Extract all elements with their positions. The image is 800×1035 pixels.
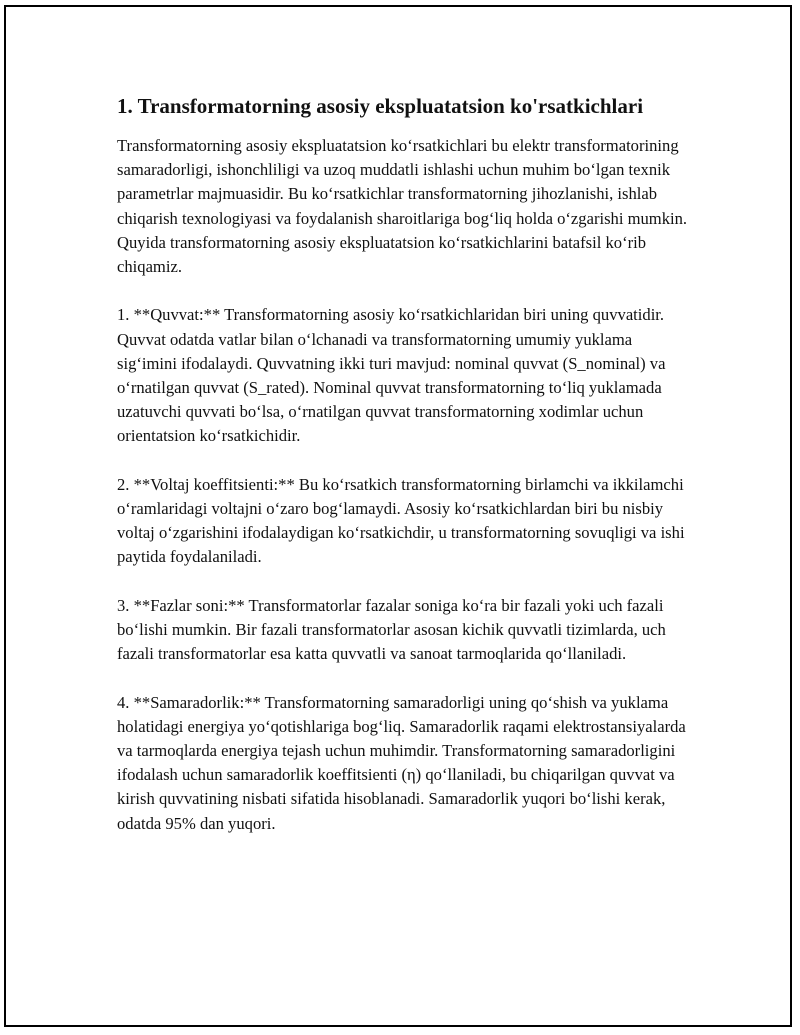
- paragraph-voltage-ratio: 2. **Voltaj koeffitsienti:** Bu ko‘rsatkich transformatorning birlamchi va ikkilamchi o‘ramlaridagi voltajni o‘zaro bog‘lamaydi. Asosiy ko‘rsatkichlardan biri bu nisbiy voltaj o‘zgarishini ifodalaydigan ko‘rsatkichdir, u transformatorning sovuqligi va ishi paytida foydalaniladi.: [117, 474, 685, 567]
- paragraph-power: 1. **Quvvat:** Transformatorning asosiy ko‘rsatkichlaridan biri uning quvvatidir. Quvvat odatda vatlar bilan o‘lchanadi va transformatorning umumiy yuklama sig‘imini ifodalaydi. Quvvatning ikki turi mavjud: nominal quvvat (S_nominal) va o‘rnatilgan quvvat (S_rated). Nominal quvvat transformatorning to‘liq yuklamada uzatuvchi quvvati bo‘lsa, o‘rnatilgan quvvat transformatorning xodimlar uchun orientatsion ko‘rsatkichidir.: [117, 305, 666, 446]
- intro-paragraph: Transformatorning asosiy ekspluatatsion ko‘rsatkichlari bu elektr transformatorining samaradorligi, ishonchliligi va uzoq muddatli ishlashi uchun muhim bo‘lgan texnik parametrlar majmuasidir. Bu ko‘rsatkichlar transformatorning jihozlanishi, ishlab chiqarish texnologiyasi va foydalanish sharoitlariga bog‘liq holda o‘zgarishi mumkin. Quyida transformatorning asosiy ekspluatatsion ko‘rsatkichlarini batafsil ko‘rib chiqamiz.: [117, 136, 688, 277]
- page-title: 1. Transformatorning asosiy ekspluatatsion ko'rsatkichlari: [117, 94, 644, 118]
- paragraph-efficiency: 4. **Samaradorlik:** Transformatorning samaradorligi uning qo‘shish va yuklama holatidagi energiya yo‘qotishlariga bog‘liq. Samaradorlik raqami elektrostansiyalarda va tarmoqlarda energiya tejash uchun muhimdir. Transformatorning samaradorligini ifodalash uchun samaradorlik koeffitsienti (η) qo‘llaniladi, bu chiqarilgan quvvat va kirish quvvatining nisbati sifatida hisoblanadi. Samaradorlik yuqori bo‘lishi kerak, odatda 95% dan yuqori.: [117, 692, 686, 833]
- paragraph-phases: 3. **Fazlar soni:** Transformatorlar fazalar soniga ko‘ra bir fazali yoki uch fazali bo‘lishi mumkin. Bir fazali transformatorlar asosan kichik quvvatli tizimlarda, uch fazali transformatorlar esa katta quvvatli va sanoat tarmoqlarida qo‘llaniladi.: [117, 595, 666, 664]
- document-body: [117, 92, 692, 860]
